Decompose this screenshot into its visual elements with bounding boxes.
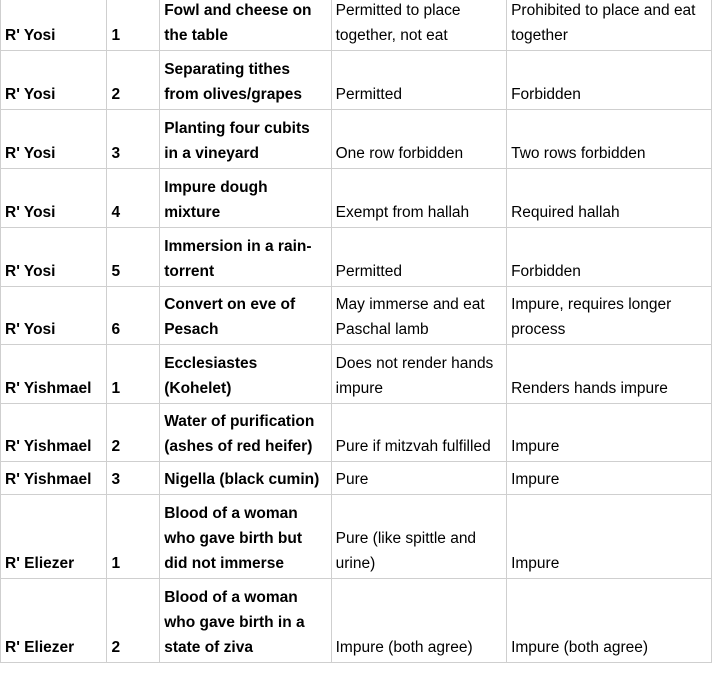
sage-cell: R' Yosi: [1, 0, 107, 51]
sage-cell: R' Yishmael: [1, 345, 107, 404]
sage-cell: R' Yosi: [1, 228, 107, 287]
number-cell: 6: [107, 287, 160, 345]
table-row: [1, 228, 712, 287]
topic-cell: Separating tithes from olives/grapes: [160, 51, 331, 110]
strict-ruling-cell: Impure: [507, 462, 712, 495]
lenient-ruling-cell: Impure (both agree): [331, 579, 506, 663]
topic-cell: Nigella (black cumin): [160, 462, 331, 495]
table-row: [1, 404, 712, 462]
number-cell: 5: [107, 228, 160, 287]
sage-cell: R' Yosi: [1, 169, 107, 228]
strict-ruling-cell: Two rows forbidden: [507, 110, 712, 169]
topic-cell: Impure dough mixture: [160, 169, 331, 228]
number-cell: 2: [107, 404, 160, 462]
sage-cell: R' Yosi: [1, 110, 107, 169]
table-row: [1, 345, 712, 404]
sage-cell: R' Yosi: [1, 51, 107, 110]
topic-cell: Ecclesiastes (Kohelet): [160, 345, 331, 404]
table-row: [1, 169, 712, 228]
topic-cell: Planting four cubits in a vineyard: [160, 110, 331, 169]
lenient-ruling-cell: Permitted: [331, 51, 506, 110]
strict-ruling-cell: Required hallah: [507, 169, 712, 228]
number-cell: 1: [107, 345, 160, 404]
table-row: [1, 287, 712, 345]
table-body: [1, 0, 712, 663]
topic-cell: Convert on eve of Pesach: [160, 287, 331, 345]
lenient-ruling-cell: Pure (like spittle and urine): [331, 495, 506, 579]
sage-cell: R' Eliezer: [1, 579, 107, 663]
table-row: [1, 51, 712, 110]
strict-ruling-cell: Impure, requires longer process: [507, 287, 712, 345]
lenient-ruling-cell: Permitted: [331, 228, 506, 287]
table-row: [1, 495, 712, 579]
sage-cell: R' Eliezer: [1, 495, 107, 579]
lenient-ruling-cell: Exempt from hallah: [331, 169, 506, 228]
topic-cell: Blood of a woman who gave birth in a state of ziva: [160, 579, 331, 663]
number-cell: 1: [107, 0, 160, 51]
number-cell: 3: [107, 110, 160, 169]
strict-ruling-cell: Impure: [507, 404, 712, 462]
strict-ruling-cell: Prohibited to place and eat together: [507, 0, 712, 51]
topic-cell: Fowl and cheese on the table: [160, 0, 331, 51]
strict-ruling-cell: Impure: [507, 495, 712, 579]
sage-cell: R' Yishmael: [1, 404, 107, 462]
table-row: [1, 579, 712, 663]
lenient-ruling-cell: Permitted to place together, not eat: [331, 0, 506, 51]
lenient-ruling-cell: May immerse and eat Paschal lamb: [331, 287, 506, 345]
number-cell: 3: [107, 462, 160, 495]
number-cell: 2: [107, 51, 160, 110]
table-row: [1, 462, 712, 495]
sage-cell: R' Yosi: [1, 287, 107, 345]
table-row: [1, 110, 712, 169]
topic-cell: Immersion in a rain-torrent: [160, 228, 331, 287]
lenient-ruling-cell: Does not render hands impure: [331, 345, 506, 404]
strict-ruling-cell: Impure (both agree): [507, 579, 712, 663]
strict-ruling-cell: Renders hands impure: [507, 345, 712, 404]
topic-cell: Blood of a woman who gave birth but did not immerse: [160, 495, 331, 579]
number-cell: 2: [107, 579, 160, 663]
strict-ruling-cell: Forbidden: [507, 228, 712, 287]
table-row: [1, 0, 712, 51]
number-cell: 1: [107, 495, 160, 579]
strict-ruling-cell: Forbidden: [507, 51, 712, 110]
topic-cell: Water of purification (ashes of red heifer): [160, 404, 331, 462]
number-cell: 4: [107, 169, 160, 228]
lenient-ruling-cell: Pure: [331, 462, 506, 495]
lenient-ruling-cell: Pure if mitzvah fulfilled: [331, 404, 506, 462]
lenient-ruling-cell: One row forbidden: [331, 110, 506, 169]
sage-cell: R' Yishmael: [1, 462, 107, 495]
